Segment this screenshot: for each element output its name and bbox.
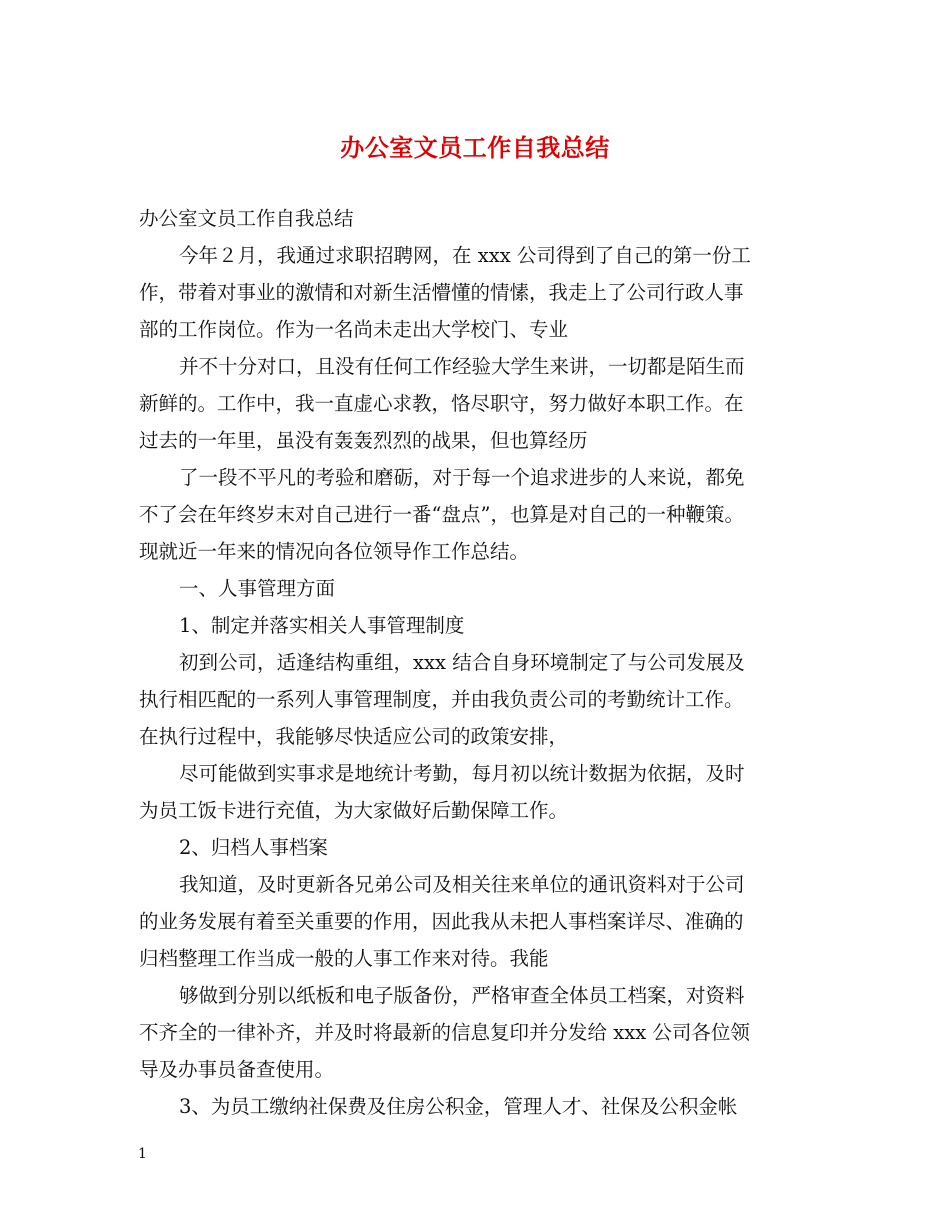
body-line-19: 我知道，及时更新各兄弟公司及相关往来单位的通讯资料对于公司 [179, 873, 745, 896]
document-title: 办公室文员工作自我总结 [340, 133, 610, 162]
body-line-21: 归档整理工作当成一般的人事工作来对待。我能 [139, 947, 549, 970]
body-line-7: 过去的一年里，虽没有轰轰烈烈的战果，但也算经历 [139, 429, 588, 452]
section-heading-personnel: 一、人事管理方面 [179, 577, 336, 600]
body-line-1: 办公室文员工作自我总结 [139, 207, 354, 230]
body-line-10: 现就近一年来的情况向各位领导作工作总结。 [139, 540, 530, 563]
body-line-5: 并不十分对口，且没有任何工作经验大学生来讲，一切都是陌生而 [179, 355, 745, 378]
body-line-20: 的业务发展有着至关重要的作用，因此我从未把人事档案详尽、准确的 [139, 910, 744, 933]
body-line-8: 了一段不平凡的考验和磨砺，对于每一个追求进步的人来说，都免 [179, 466, 745, 489]
body-line-2: 今年２月，我通过求职招聘网，在 xxx 公司得到了自己的第一份工 [179, 244, 751, 267]
body-line-22: 够做到分别以纸板和电子版备份，严格审查全体员工档案，对资料 [179, 984, 745, 1007]
page-number: 1 [138, 1146, 147, 1162]
document-body [139, 200, 819, 1125]
body-line-4: 部的工作岗位。作为一名尚未走出大学校门、专业 [139, 318, 569, 341]
subheading-1: 1、制定并落实相关人事管理制度 [179, 614, 465, 637]
body-line-17: 为员工饭卡进行充值，为大家做好后勤保障工作。 [139, 799, 569, 822]
body-line-13: 初到公司，适逢结构重组，xxx 结合自身环境制定了与公司发展及 [179, 651, 745, 674]
body-line-3: 作，带着对事业的激情和对新生活懵懂的情愫，我走上了公司行政人事 [139, 281, 744, 304]
body-line-14: 执行相匹配的一系列人事管理制度，并由我负责公司的考勤统计工作。 [139, 688, 744, 711]
body-line-23: 不齐全的一律补齐，并及时将最新的信息复印并分发给 xxx 公司各位领 [139, 1021, 750, 1044]
body-line-24: 导及办事员备查使用。 [139, 1058, 335, 1081]
body-line-9: 不了会在年终岁末对自己进行一番“盘点”，也算是对自己的一种鞭策。 [139, 503, 744, 526]
body-line-15: 在执行过程中，我能够尽快适应公司的政策安排， [139, 725, 569, 748]
subheading-2: 2、归档人事档案 [179, 836, 328, 859]
body-line-16: 尽可能做到实事求是地统计考勤，每月初以统计数据为依据，及时 [179, 762, 745, 785]
subheading-3: 3、为员工缴纳社保费及住房公积金，管理人才、社保及公积金帐 [179, 1095, 738, 1118]
body-line-6: 新鲜的。工作中，我一直虚心求教，恪尽职守，努力做好本职工作。在 [139, 392, 744, 415]
